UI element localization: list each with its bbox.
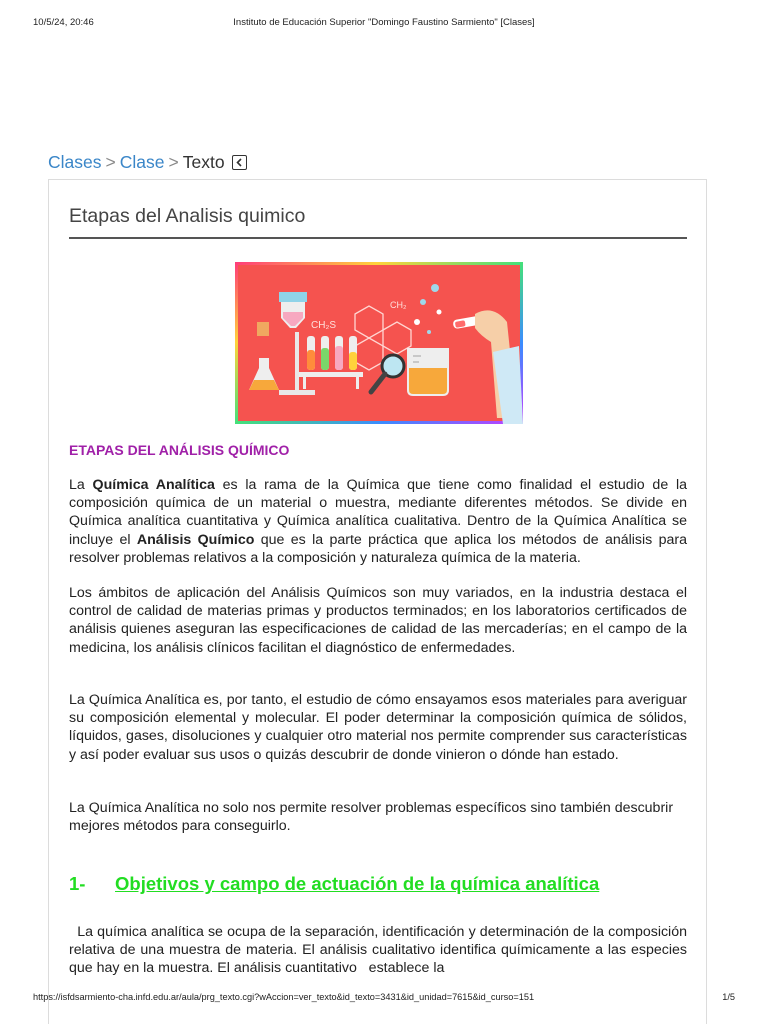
print-datetime: 10/5/24, 20:46 bbox=[33, 17, 94, 28]
breadcrumb-clase-link[interactable]: Clase bbox=[119, 152, 165, 172]
paragraph-methods: La Química Analítica no solo nos permite resolver problemas específicos sino también descubrir mejores métodos para conseguirlo. bbox=[69, 800, 674, 835]
page-title: Etapas del Analisis quimico bbox=[69, 205, 687, 239]
paragraph-intro bbox=[69, 476, 687, 567]
paragraph-text: La bbox=[69, 477, 93, 493]
chevron-left-box-icon[interactable] bbox=[232, 155, 247, 170]
objective-heading bbox=[69, 873, 687, 895]
formula-label: CH₂S bbox=[311, 320, 336, 331]
formula-label-2: CH₂ bbox=[390, 300, 407, 310]
section-heading: ETAPAS DEL ANÁLISIS QUÍMICO bbox=[69, 442, 290, 458]
hero-image bbox=[235, 262, 523, 424]
content-card bbox=[48, 179, 707, 1024]
paragraph-text: es la rama de la Química que tiene como finalidad el estudio de la composición química de un material o muestra, mediante diferentes métodos. Se divide en Química analítica cuantitativa y Química analítica cualitativa. Dentro de la Química Analítica se incluye el bbox=[69, 477, 687, 548]
breadcrumb-separator: > bbox=[168, 152, 179, 172]
paragraph-bold-term: Análisis Químico bbox=[136, 531, 255, 548]
objective-number: 1- bbox=[69, 873, 86, 894]
objective-title-link[interactable]: Objetivos y campo de actuación de la química analítica bbox=[115, 873, 600, 894]
breadcrumb bbox=[48, 152, 247, 173]
breadcrumb-current: Texto bbox=[182, 152, 225, 172]
paragraph-text: que es la parte práctica que aplica los métodos de análisis para resolver problemas relativos a la composición y naturaleza química de la materia. bbox=[69, 531, 688, 566]
paragraph-applications: Los ámbitos de aplicación del Análisis Químicos son muy variados, en la industria destaca el control de calidad de materias primas y productos terminados; en los laboratorios certificados de análisis quienes aseguran las especificaciones de calidad de las mercaderías; en el campo de la medicina, los análisis clínicos facilitan el diagnóstico de enfermedades. bbox=[69, 585, 687, 656]
print-url: https://isfdsarmiento-cha.infd.edu.ar/aula/prg_texto.cgi?wAccion=ver_texto&id_texto=3431&id_unidad=7615&id_curso=151 bbox=[33, 992, 535, 1002]
print-document-title: Instituto de Educación Superior "Domingo Faustino Sarmiento" [Clases] bbox=[233, 17, 535, 28]
breadcrumb-clases-link[interactable]: Clases bbox=[48, 152, 102, 172]
chemistry-illustration bbox=[235, 262, 523, 424]
print-page-number: 1/5 bbox=[722, 992, 735, 1002]
paragraph-objectives: La química analítica se ocupa de la separación, identificación y determinación de la composición relativa de una muestra de materia. El análisis cualitativo identifica químicamente a las especies que hay en la muestra. El análisis cuantitativo establece la bbox=[69, 924, 691, 977]
paragraph-definition: La Química Analítica es, por tanto, el estudio de cómo ensayamos esos materiales para averiguar su composición elemental y molecular. El poder determinar la composición química de sólidos, líquidos, gases, disoluciones y cualquier otro material nos permite comprender sus características y así poder evaluar sus usos o quizás descubrir de donde vinieron o dónde han estado. bbox=[69, 692, 687, 763]
breadcrumb-separator: > bbox=[105, 152, 116, 172]
paragraph-bold-term: Química Analítica bbox=[92, 477, 215, 493]
